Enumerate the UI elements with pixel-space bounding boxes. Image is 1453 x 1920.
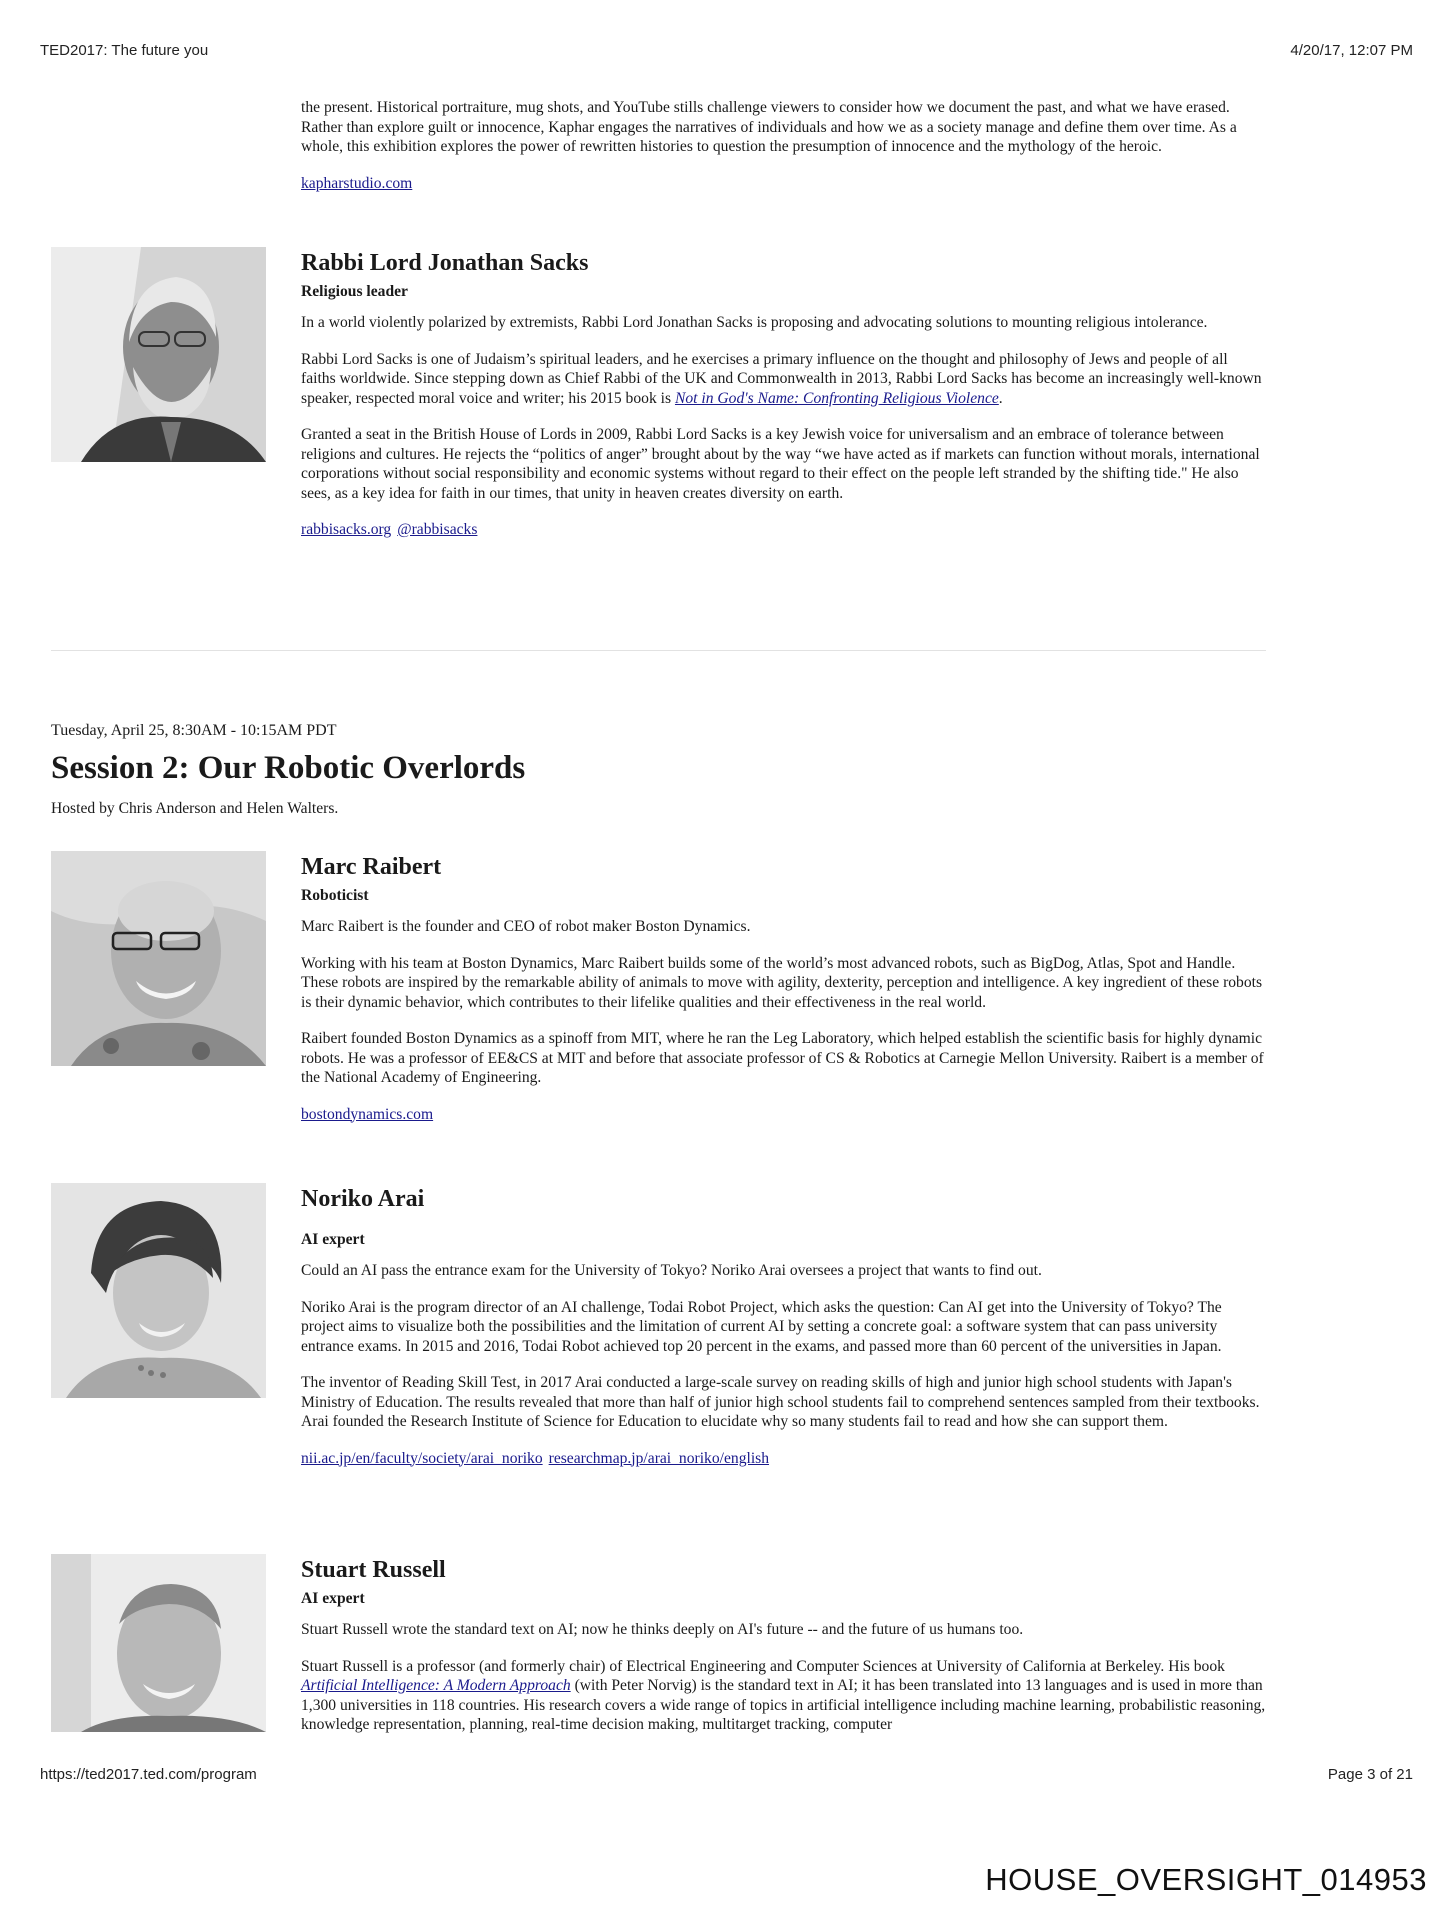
speaker-role: AI expert xyxy=(301,1590,365,1607)
print-footer xyxy=(40,1766,1413,1783)
speaker-name: Marc Raibert xyxy=(301,854,442,880)
speaker-body-sacks xyxy=(301,248,1266,557)
speaker-photo-raibert xyxy=(51,851,266,1066)
speaker-photo-russell xyxy=(51,1554,266,1732)
speaker-summary: Stuart Russell wrote the standard text on AI; now he thinks deeply on AI's future -- and the future of us humans too. xyxy=(301,1621,1024,1638)
session-time: Tuesday, April 25, 8:30AM - 10:15AM PDT xyxy=(51,722,337,739)
speaker-links xyxy=(301,1105,1266,1125)
speaker-role: Religious leader xyxy=(301,283,408,300)
intro-section xyxy=(301,98,1266,210)
speaker-bio-paragraph: Stuart Russell is a professor (and formerly chair) of Electrical Engineering and Computer Sciences at University of California at Berkeley. His book Artificial Intelligence: A Modern Approach (with Peter Norvig) is the standard text in AI; it has been translated into 13 languages and is used in more than 1,300 universities in 118 countries. His research covers a wide range of topics in artificial intelligence including machine learning, probabilistic reasoning, knowledge representation, planning, real-time decision making, multitarget tracking, computer xyxy=(301,1657,1266,1733)
session-title: Session 2: Our Robotic Overlords xyxy=(51,750,526,786)
kaphar-studio-link[interactable]: kapharstudio.com xyxy=(301,174,413,192)
speaker-summary: Marc Raibert is the founder and CEO of robot maker Boston Dynamics. xyxy=(301,918,751,935)
speaker-photo-sacks xyxy=(51,247,266,462)
page-number: Page 3 of 21 xyxy=(1327,1766,1413,1783)
book-link[interactable]: Artificial Intelligence: A Modern Approach xyxy=(301,1677,571,1694)
speaker-links xyxy=(301,1449,1266,1469)
speaker-role: Roboticist xyxy=(301,887,369,904)
speaker-bio-paragraph: Raibert founded Boston Dynamics as a spinoff from MIT, where he ran the Leg Laboratory, which helped establish the scientific basis for highly dynamic robots. He was a professor of EE&CS at MIT and before that associate professor of CS & Robotics at Carnegie Mellon University. Raibert is a member of the National Academy of Engineering. xyxy=(301,1030,1264,1086)
speaker-bio-paragraph: Noriko Arai is the program director of an AI challenge, Todai Robot Project, which asks the question: Can AI get into the University of Tokyo? The project aims to visualize both the possibilities and the limitation of current AI by setting a concrete goal: a software system that can pass university entrance exams. In 2015 and 2016, Todai Robot achieved top 20 percent in the exams, and passed more than 60 percent of the universities in Japan. xyxy=(301,1298,1222,1355)
speaker-summary: In a world violently polarized by extremists, Rabbi Lord Jonathan Sacks is proposing and advocating solutions to mounting religious intolerance. xyxy=(301,314,1208,331)
book-link[interactable]: Not in God's Name: Confronting Religious Violence xyxy=(674,389,999,407)
speaker-bio-paragraph: Working with his team at Boston Dynamics, Marc Raibert builds some of the world’s most advanced robots, such as BigDog, Atlas, Spot and Handle. These robots are inspired by the remarkable ability of animals to move with agility, dexterity, perception and intelligence. A key ingredient of these robots is their dynamic behavior, which contributes to their lifelike qualities and their effectiveness in the real world. xyxy=(301,954,1263,1011)
speaker-role: AI expert xyxy=(301,1231,365,1248)
bostondynamics-link[interactable]: bostondynamics.com xyxy=(301,1105,434,1123)
speaker-body-russell xyxy=(301,1555,1266,1740)
researchmap-link[interactable]: researchmap.jp/arai_noriko/english xyxy=(548,1449,770,1467)
speaker-links xyxy=(301,520,1266,540)
session-hosts: Hosted by Chris Anderson and Helen Walters. xyxy=(51,800,339,817)
bates-number: HOUSE_OVERSIGHT_014953 xyxy=(985,1862,1427,1897)
speaker-name: Stuart Russell xyxy=(301,1557,446,1583)
speaker-summary: Could an AI pass the entrance exam for the University of Tokyo? Noriko Arai oversees a project that wants to find out. xyxy=(301,1262,1042,1279)
rabbisacks-twitter-link[interactable]: @rabbisacks xyxy=(397,521,478,538)
nii-faculty-link[interactable]: nii.ac.jp/en/faculty/society/arai_noriko xyxy=(301,1449,543,1467)
section-divider xyxy=(51,650,1266,651)
print-timestamp: 4/20/17, 12:07 PM xyxy=(1290,42,1413,59)
intro-paragraph: the present. Historical portraiture, mug shots, and YouTube stills challenge viewers to consider how we document the past, and what we have erased. Rather than explore guilt or innocence, Kaphar engages the narratives of individuals and how we as a society manage and define them over time. As a whole, this exhibition explores the power of rewritten histories to question the presumption of innocence and the mythology of the heroic. xyxy=(301,99,1237,155)
speaker-body-arai xyxy=(301,1184,1266,1485)
speaker-bio-paragraph: The inventor of Reading Skill Test, in 2017 Arai conducted a large-scale survey on reading skills of high and junior high school students with Japan's Ministry of Education. The results revealed that more than half of junior high school students fail to comprehend sentences sampled from their textbooks. Arai founded the Research Institute of Science for Education to elucidate why so many students fail to read and how she can support them. xyxy=(301,1374,1260,1430)
page-url: https://ted2017.ted.com/program xyxy=(40,1766,257,1783)
speaker-body-raibert xyxy=(301,852,1266,1141)
speaker-bio-paragraph: Rabbi Lord Sacks is one of Judaism’s spiritual leaders, and he exercises a primary influence on the thought and philosophy of Jews and people of all faiths worldwide. Since stepping down as Chief Rabbi of the UK and Commonwealth in 2013, Rabbi Lord Sacks has become an increasingly well-known speaker, respected moral voice and writer; his 2015 book is Not in God's Name: Confronting Religious Violence. xyxy=(301,350,1262,407)
rabbisacks-website-link[interactable]: rabbisacks.org xyxy=(301,521,392,538)
speaker-name: Noriko Arai xyxy=(301,1186,425,1212)
speaker-photo-arai xyxy=(51,1183,266,1398)
speaker-name: Rabbi Lord Jonathan Sacks xyxy=(301,250,589,276)
page-title: TED2017: The future you xyxy=(40,42,209,59)
speaker-bio-paragraph: Granted a seat in the British House of Lords in 2009, Rabbi Lord Sacks is a key Jewish voice for universalism and an embrace of tolerance between religions and cultures. He rejects the “politics of anger” brought about by the way “we have acted as if markets can function without morals, international corporations without social responsibility and economic systems without regard to their effect on the people left stranded by the shifting tide." He also sees, as a key idea for faith in our times, that unity in heaven creates diversity on earth. xyxy=(301,426,1260,502)
